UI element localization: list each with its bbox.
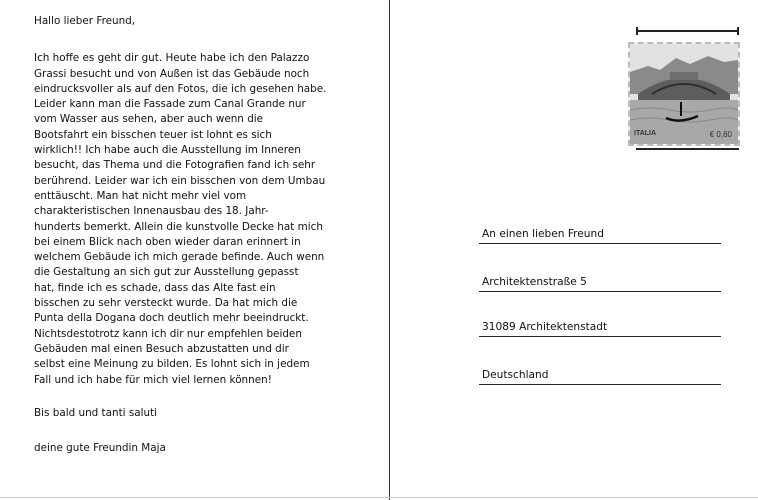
letter-line: Fall und ich habe für mich viel lernen können! [34, 373, 272, 386]
address-street: Architektenstraße 5 [482, 276, 587, 288]
rialto-bridge-image [630, 44, 738, 144]
letter-line: selbst eine Meinung zu bilden. Es lohnt sich in jedem [34, 358, 310, 371]
stamp-marker-bottom [636, 148, 739, 150]
letter-line: eindrucksvoller als auf den Fotos, die ich gesehen habe. [34, 82, 327, 95]
stamp-value: € 0,60 [709, 130, 732, 139]
address-rule [479, 336, 721, 337]
letter-line: charakteristischen Innenausbau des 18. Jahr- [34, 205, 269, 218]
letter-line: Ich hoffe es geht dir gut. Heute habe ich den Palazzo [34, 52, 310, 65]
letter-line: vom Wasser aus sehen, aber auch wenn die [34, 113, 264, 126]
address-line-street [479, 276, 721, 292]
letter-line: hat, finde ich es schade, dass das Alte fast ein [34, 281, 276, 294]
letter-line: die Gestaltung an sich gut zur Ausstellung gepasst [34, 266, 299, 279]
letter-signature: deine gute Freundin Maja [34, 442, 166, 455]
letter-text [34, 14, 379, 456]
address-rule [479, 291, 721, 292]
address-line-recipient [479, 228, 721, 244]
letter-line: bisschen zu sehr versteckt wurde. Da hat mich die [34, 297, 298, 310]
center-divider [389, 0, 390, 500]
letter-line: enttäuscht. Man hat nicht mehr viel vom [34, 189, 247, 202]
letter-line: Grassi besucht und von Außen ist das Gebäude noch [34, 67, 310, 80]
address-city: 31089 Architektenstadt [482, 321, 608, 333]
address-rule [479, 243, 721, 244]
stamp-marker-top [636, 30, 739, 32]
postage-stamp [628, 42, 740, 146]
address-rule [479, 384, 721, 385]
letter-line: welchem Gebäude ich mich gerade befinde. Auch wenn [34, 251, 325, 264]
stamp-country: ITALIA [634, 130, 657, 137]
address-line-country [479, 369, 721, 385]
letter-line: Leider kann man die Fassade zum Canal Grande nur [34, 98, 306, 111]
letter-line: Punta della Dogana doch deutlich mehr beeindruckt. [34, 312, 309, 325]
letter-line: Bootsfahrt ein bisschen teuer ist lohnt es sich [34, 128, 272, 141]
letter-line: bei einem Blick nach oben wieder daran erinnert in [34, 235, 301, 248]
letter-line: Gebäuden mal einen Besuch abzustatten und dir [34, 342, 289, 355]
letter-closing: Bis bald und tanti saluti [34, 406, 158, 419]
letter-line: Nichtsdestotrotz kann ich dir nur empfehlen beiden [34, 327, 302, 340]
address-country: Deutschland [482, 369, 549, 381]
letter-line: berührend. Leider war ich ein bisschen von dem Umbau [34, 174, 326, 187]
bottom-edge [0, 497, 758, 498]
address-recipient: An einen lieben Freund [482, 228, 604, 240]
letter-line: wirklich!! Ich habe auch die Ausstellung im Inneren [34, 144, 301, 157]
letter-greeting: Hallo lieber Freund, [34, 15, 136, 27]
letter-line: hunderts bemerkt. Allein die kunstvolle Decke hat mich [34, 220, 323, 233]
address-line-city [479, 321, 721, 337]
letter-line: besucht, das Thema und die Fotografien fand ich sehr [34, 159, 316, 172]
